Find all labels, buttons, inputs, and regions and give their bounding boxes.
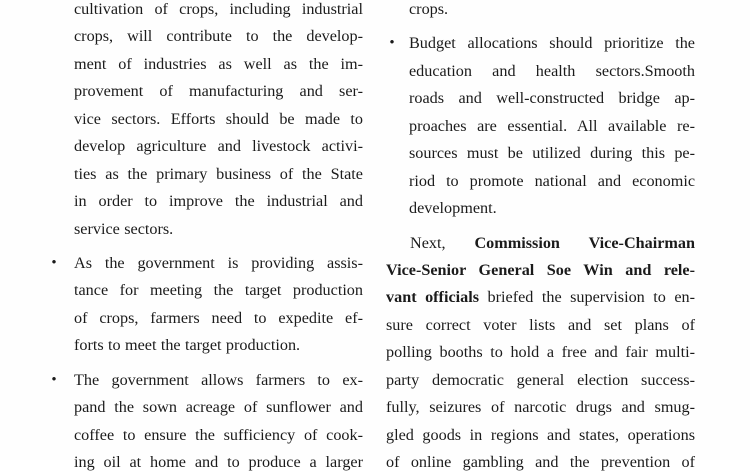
bold-text-segment: Commission Vice-Chairman bbox=[446, 234, 695, 252]
text-line bbox=[74, 216, 363, 243]
text-line bbox=[74, 277, 363, 304]
text-paragraph bbox=[74, 0, 363, 243]
text-paragraph bbox=[409, 0, 695, 23]
text-segment: tance for meeting the target production bbox=[74, 281, 363, 299]
text-segment: party democratic general election success- bbox=[386, 371, 695, 389]
text-line bbox=[74, 332, 363, 359]
text-segment: of crops, farmers need to expedite ef- bbox=[74, 309, 363, 327]
text-line bbox=[74, 449, 363, 476]
bullet-list-item bbox=[74, 367, 363, 476]
right-column bbox=[386, 0, 695, 476]
bullet-icon: • bbox=[386, 30, 398, 57]
text-line bbox=[409, 30, 695, 57]
text-line bbox=[74, 188, 363, 215]
text-line bbox=[74, 422, 363, 449]
bullet-icon: • bbox=[48, 367, 60, 394]
text-segment: ties as the primary business of the State bbox=[74, 165, 363, 183]
text-segment: of online gambling and the prevention of bbox=[386, 453, 695, 471]
text-segment: As the government is providing assis- bbox=[74, 254, 363, 272]
text-line bbox=[74, 250, 363, 277]
bold-text-segment: Vice-Senior General Soe Win and rele- bbox=[386, 261, 695, 279]
text-line bbox=[409, 0, 695, 23]
bold-text-segment: vant officials bbox=[386, 288, 479, 306]
text-segment: cultivation of crops, including industrial bbox=[74, 0, 363, 18]
text-line bbox=[409, 58, 695, 85]
text-line bbox=[74, 0, 363, 23]
text-segment: vice sectors. Efforts should be made to bbox=[74, 110, 363, 128]
text-segment: education and health sectors.Smooth bbox=[409, 62, 695, 80]
text-segment: briefed the supervision to en- bbox=[479, 288, 695, 306]
text-line bbox=[409, 140, 695, 167]
text-segment: roads and well-constructed bridge ap- bbox=[409, 89, 695, 107]
text-line bbox=[74, 305, 363, 332]
text-line bbox=[386, 284, 695, 311]
text-line bbox=[74, 78, 363, 105]
text-paragraph bbox=[386, 230, 695, 476]
bullet-icon: • bbox=[48, 250, 60, 277]
text-line bbox=[409, 195, 695, 222]
text-segment: sources must be utilized during this pe- bbox=[409, 144, 695, 162]
text-segment: sure correct voter lists and set plans of bbox=[386, 316, 695, 334]
text-line bbox=[386, 422, 695, 449]
text-line bbox=[386, 230, 695, 257]
left-column bbox=[74, 0, 363, 476]
text-segment: proaches are essential. All available re- bbox=[409, 117, 695, 135]
text-line bbox=[74, 367, 363, 394]
text-segment: crops, will contribute to the develop- bbox=[74, 27, 363, 45]
text-segment: fully, seizures of narcotic drugs and smug- bbox=[386, 398, 695, 416]
text-line bbox=[386, 312, 695, 339]
text-line bbox=[74, 133, 363, 160]
text-segment: gled goods in regions and states, operations bbox=[386, 426, 695, 444]
text-segment: Next, bbox=[410, 234, 446, 252]
text-line bbox=[409, 85, 695, 112]
text-line bbox=[386, 257, 695, 284]
bullet-list-item bbox=[409, 30, 695, 222]
text-line bbox=[74, 394, 363, 421]
text-segment: development. bbox=[409, 199, 497, 217]
text-line bbox=[74, 161, 363, 188]
text-line bbox=[386, 339, 695, 366]
text-line bbox=[386, 394, 695, 421]
text-line bbox=[386, 367, 695, 394]
text-line bbox=[74, 23, 363, 50]
text-line bbox=[409, 168, 695, 195]
text-segment: crops. bbox=[409, 0, 448, 18]
text-line bbox=[409, 113, 695, 140]
text-segment: provement of manufacturing and ser- bbox=[74, 82, 363, 100]
text-line bbox=[74, 106, 363, 133]
text-segment: pand the sown acreage of sunflower and bbox=[74, 398, 363, 416]
text-segment: polling booths to hold a free and fair multi- bbox=[386, 343, 695, 361]
text-segment: forts to meet the target production. bbox=[74, 336, 300, 354]
text-segment: ing oil at home and to produce a larger bbox=[74, 453, 363, 471]
bullet-list-item bbox=[74, 250, 363, 360]
text-segment: riod to promote national and economic bbox=[409, 172, 695, 190]
text-line bbox=[386, 449, 695, 476]
text-segment: ment of industries as well as the im- bbox=[74, 55, 363, 73]
text-segment: coffee to ensure the sufficiency of cook- bbox=[74, 426, 363, 444]
text-segment: The government allows farmers to ex- bbox=[74, 371, 363, 389]
text-segment: service sectors. bbox=[74, 220, 173, 238]
text-segment: develop agriculture and livestock activi- bbox=[74, 137, 363, 155]
text-line bbox=[74, 51, 363, 78]
text-segment: Budget allocations should prioritize the bbox=[409, 34, 695, 52]
text-segment: in order to improve the industrial and bbox=[74, 192, 363, 210]
